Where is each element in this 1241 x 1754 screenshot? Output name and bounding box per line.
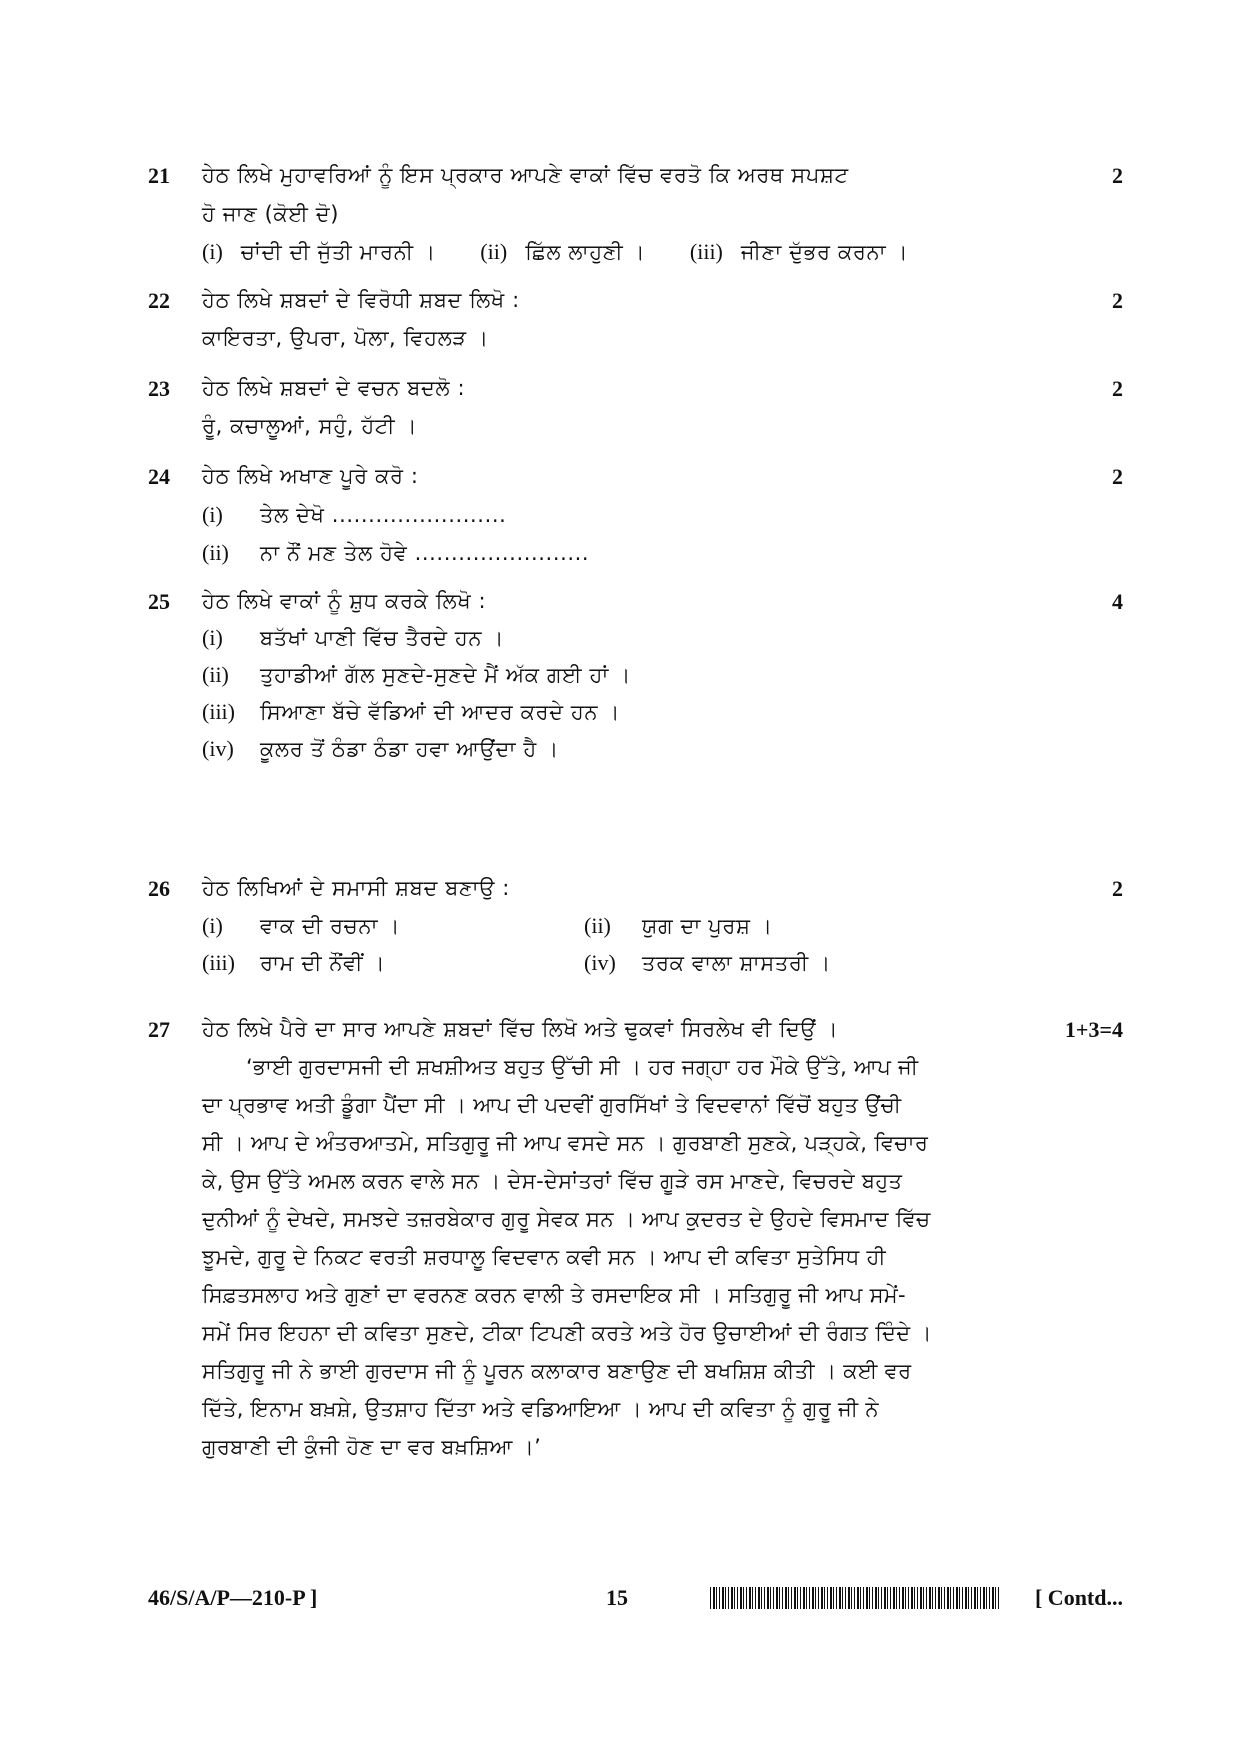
option-label: (iv) bbox=[584, 950, 616, 975]
passage-line: ਦਿੱਤੇ, ਇਨਾਮ ਬਖ਼ਸ਼ੇ, ਉਤਸ਼ਾਹ ਦਿੱਤਾ ਅਤੇ ਵਡਿਆਇਆ । ਆਪ ਦੀ ਕਵਿਤਾ ਨੂੰ ਗੁਰੂ ਜੀ ਨੇ bbox=[202, 1397, 879, 1421]
question-number: 27 bbox=[148, 1017, 170, 1042]
question-text-cont: ਰੂੰ, ਕਚਾਲੂਆਂ, ਸਹੁੰ, ਹੱਟੀ । bbox=[202, 414, 418, 438]
option-text: ਤਰਕ ਵਾਲਾ ਸ਼ਾਸਤਰੀ । bbox=[642, 951, 831, 975]
question-number: 23 bbox=[148, 376, 170, 401]
option-label: (iii) bbox=[202, 699, 235, 724]
paper-code: 46/S/A/P—210-P ] bbox=[148, 1585, 318, 1610]
question-marks: 4 bbox=[1112, 589, 1123, 614]
option-label: (iii) bbox=[689, 239, 723, 264]
passage-line: ਸਮੇਂ ਸਿਰ ਇਹਨਾ ਦੀ ਕਵਿਤਾ ਸੁਣਦੇ, ਟੀਕਾ ਟਿਪਣੀ ਕਰਤੇ ਅਤੇ ਹੋਰ ਉਚਾਈਆਂ ਦੀ ਰੰਗਤ ਦਿੰਦੇ । bbox=[202, 1321, 932, 1345]
option-item bbox=[202, 913, 400, 939]
option-item bbox=[202, 662, 631, 688]
continued-label: [ Contd... bbox=[1034, 1585, 1123, 1610]
question-marks: 2 bbox=[1112, 288, 1123, 313]
option-label: (i) bbox=[202, 625, 223, 650]
option-text: ਜੀਣਾ ਦੁੱਭਰ ਕਰਨਾ । bbox=[740, 240, 909, 264]
option-item bbox=[202, 625, 504, 651]
option-text: ਚਾਂਦੀ ਦੀ ਜੁੱਤੀ ਮਾਰਨੀ । bbox=[240, 240, 436, 264]
question-number: 21 bbox=[148, 163, 170, 188]
option-text: ਰਾਮ ਦੀ ਨੌਂਵੀਂ । bbox=[260, 951, 386, 975]
question-marks: 2 bbox=[1112, 464, 1123, 489]
question-text: ਹੇਠ ਲਿਖੇ ਸ਼ਬਦਾਂ ਦੇ ਵਿਰੋਧੀ ਸ਼ਬਦ ਲਿਖੋ : bbox=[202, 288, 520, 312]
option-text: ਯੁਗ ਦਾ ਪੁਰਸ਼ । bbox=[642, 914, 773, 938]
passage-line: ‘ਭਾਈ ਗੁਰਦਾਸਜੀ ਦੀ ਸ਼ਖਸ਼ੀਅਤ ਬਹੁਤ ਉੱਚੀ ਸੀ । ਹਰ ਜਗ੍ਹਾ ਹਰ ਮੌਕੇ ਉੱਤੇ, ਆਪ ਜੀ bbox=[246, 1055, 919, 1079]
option-text: ਬਤੱਖਾਂ ਪਾਣੀ ਵਿੱਚ ਤੈਰਦੇ ਹਨ । bbox=[260, 626, 505, 650]
option-text: ਵਾਕ ਦੀ ਰਚਨਾ । bbox=[260, 914, 401, 938]
passage-line: ਸੀ । ਆਪ ਦੇ ਅੰਤਰਆਤਮੇ, ਸਤਿਗੁਰੂ ਜੀ ਆਪ ਵਸਦੇ ਸਨ । ਗੁਰਬਾਣੀ ਸੁਣਕੇ, ਪੜ੍ਹਕੇ, ਵਿਚਾਰ bbox=[202, 1131, 929, 1155]
option-label: (iv) bbox=[202, 736, 234, 761]
option-text: ਤੁਹਾਡੀਆਂ ਗੱਲ ਸੁਣਦੇ-ਸੁਣਦੇ ਮੈਂ ਅੱਕ ਗਈ ਹਾਂ । bbox=[260, 663, 631, 687]
option-item bbox=[202, 736, 559, 762]
question-number: 25 bbox=[148, 589, 170, 614]
option-item bbox=[584, 913, 773, 939]
question-marks: 2 bbox=[1112, 163, 1123, 188]
option-item bbox=[202, 502, 506, 528]
option-item bbox=[584, 950, 831, 976]
question-text: ਹੇਠ ਲਿਖੇ ਵਾਕਾਂ ਨੂੰ ਸ਼ੁਧ ਕਰਕੇ ਲਿਖੋ : bbox=[202, 589, 487, 613]
question-text-cont: ਕਾਇਰਤਾ, ਉਪਰਾ, ਪੋਲਾ, ਵਿਹਲੜ । bbox=[202, 326, 489, 350]
option-label: (ii) bbox=[202, 662, 229, 687]
option-label: (i) bbox=[202, 502, 223, 527]
question-number: 24 bbox=[148, 464, 170, 489]
option-text: ਛਿੱਲ ਲਾਹੁਣੀ । bbox=[525, 240, 646, 264]
question-number: 26 bbox=[148, 876, 170, 901]
option-text: ਕੂਲਰ ਤੋਂ ਠੰਡਾ ਠੰਡਾ ਹਵਾ ਆਉਂਦਾ ਹੈ । bbox=[260, 737, 559, 761]
question-text: ਹੇਠ ਲਿਖਿਆਂ ਦੇ ਸਮਾਸੀ ਸ਼ਬਦ ਬਣਾਉ : bbox=[202, 876, 510, 900]
question-text: ਹੇਠ ਲਿਖੇ ਮੁਹਾਵਰਿਆਂ ਨੂੰ ਇਸ ਪ੍ਰਕਾਰ ਆਪਣੇ ਵਾਕਾਂ ਵਿੱਚ ਵਰਤੋ ਕਿ ਅਰਥ ਸਪਸ਼ਟ bbox=[202, 163, 849, 187]
option-text: ਤੇਲ ਦੇਖੋ ........................ bbox=[260, 503, 507, 527]
options-row bbox=[202, 239, 908, 265]
passage-line: ਸਿਫ਼ਤਸਲਾਹ ਅਤੇ ਗੁਣਾਂ ਦਾ ਵਰਨਣ ਕਰਨ ਵਾਲੀ ਤੇ ਰਸਦਾਇਕ ਸੀ । ਸਤਿਗੁਰੂ ਜੀ ਆਪ ਸਮੇਂ- bbox=[202, 1283, 906, 1307]
option-label: (iii) bbox=[202, 950, 235, 975]
passage-line: ਦੁਨੀਆਂ ਨੂੰ ਦੇਖਦੇ, ਸਮਝਦੇ ਤਜ਼ਰਬੇਕਾਰ ਗੁਰੂ ਸੇਵਕ ਸਨ । ਆਪ ਕੁਦਰਤ ਦੇ ਉਹਦੇ ਵਿਸਮਾਦ ਵਿੱਚ bbox=[202, 1207, 931, 1231]
passage-line: ਝੂਮਦੇ, ਗੁਰੂ ਦੇ ਨਿਕਟ ਵਰਤੀ ਸ਼ਰਧਾਲੂ ਵਿਦਵਾਨ ਕਵੀ ਸਨ । ਆਪ ਦੀ ਕਵਿਤਾ ਸੁਤੇਸਿਧ ਹੀ bbox=[202, 1245, 886, 1269]
page-number: 15 bbox=[606, 1585, 628, 1610]
page-footer bbox=[148, 1585, 1123, 1615]
question-text: ਹੇਠ ਲਿਖੇ ਅਖਾਣ ਪੂਰੇ ਕਰੋ : bbox=[202, 464, 419, 488]
option-label: (ii) bbox=[584, 913, 611, 938]
option-text: ਨਾ ਨੌਂ ਮਣ ਤੇਲ ਹੋਵੇ ........................ bbox=[260, 541, 590, 565]
question-marks: 2 bbox=[1112, 876, 1123, 901]
option-label: (ii) bbox=[202, 540, 229, 565]
option-item bbox=[202, 540, 589, 566]
option-item bbox=[202, 950, 385, 976]
option-label: (ii) bbox=[480, 239, 508, 264]
barcode-icon bbox=[710, 1587, 1000, 1609]
question-text: ਹੇਠ ਲਿਖੇ ਪੈਰੇ ਦਾ ਸਾਰ ਆਪਣੇ ਸ਼ਬਦਾਂ ਵਿੱਚ ਲਿਖੋ ਅਤੇ ਢੁਕਵਾਂ ਸਿਰਲੇਖ ਵੀ ਦਿਉਂ । bbox=[202, 1017, 839, 1041]
question-text: ਹੇਠ ਲਿਖੇ ਸ਼ਬਦਾਂ ਦੇ ਵਚਨ ਬਦਲੋ : bbox=[202, 376, 466, 400]
passage-line: ਕੇ, ਉਸ ਉੱਤੇ ਅਮਲ ਕਰਨ ਵਾਲੇ ਸਨ । ਦੇਸ-ਦੇਸਾਂਤਰਾਂ ਵਿੱਚ ਗੂੜੇ ਰਸ ਮਾਣਦੇ, ਵਿਚਰਦੇ ਬਹੁਤ bbox=[202, 1169, 903, 1193]
question-text-cont: ਹੋ ਜਾਣ (ਕੋਈ ਦੋ) bbox=[202, 202, 340, 226]
option-text: ਸਿਆਣਾ ਬੱਚੇ ਵੱਡਿਆਂ ਦੀ ਆਦਰ ਕਰਦੇ ਹਨ । bbox=[260, 700, 621, 724]
question-marks: 2 bbox=[1112, 376, 1123, 401]
passage-line: ਦਾ ਪ੍ਰਭਾਵ ਅਤੀ ਡੂੰਗਾ ਪੈਂਦਾ ਸੀ । ਆਪ ਦੀ ਪਦਵੀਂ ਗੁਰਸਿੱਖਾਂ ਤੇ ਵਿਦਵਾਨਾਂ ਵਿੱਚੋਂ ਬਹੁਤ ਉਂਚੀ bbox=[202, 1093, 902, 1117]
question-marks: 1+3=4 bbox=[1064, 1017, 1123, 1042]
passage-line: ਗੁਰਬਾਣੀ ਦੀ ਕੁੰਜੀ ਹੋਣ ਦਾ ਵਰ ਬਖ਼ਸ਼ਿਆ ।’ bbox=[202, 1435, 542, 1459]
option-label: (i) bbox=[202, 913, 223, 938]
option-item bbox=[202, 699, 620, 725]
option-label: (i) bbox=[202, 239, 223, 264]
question-number: 22 bbox=[148, 288, 170, 313]
passage-line: ਸਤਿਗੁਰੂ ਜੀ ਨੇ ਭਾਈ ਗੁਰਦਾਸ ਜੀ ਨੂੰ ਪੂਰਨ ਕਲਾਕਾਰ ਬਣਾਉਣ ਦੀ ਬਖਸ਼ਿਸ਼ ਕੀਤੀ । ਕਈ ਵਰ bbox=[202, 1359, 912, 1383]
